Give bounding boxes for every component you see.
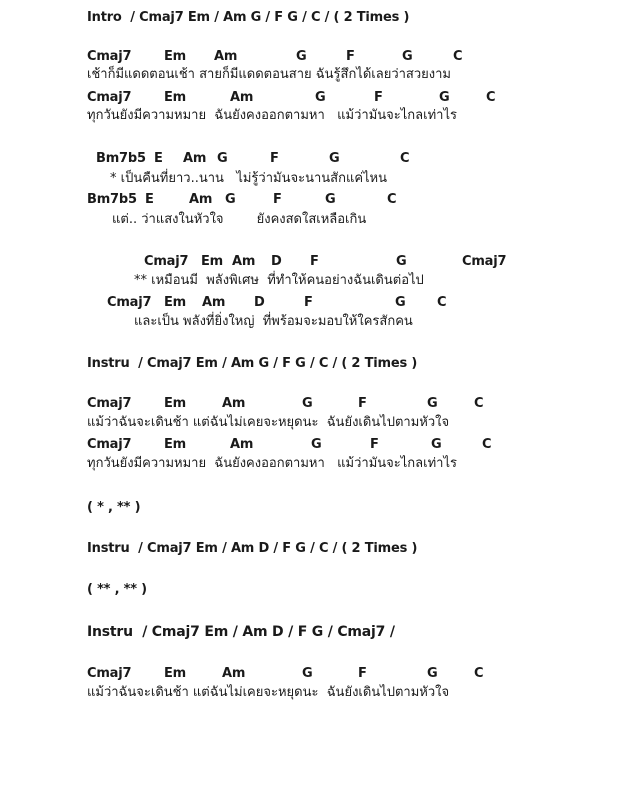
repeat-marker: ( ** , ** )	[87, 582, 147, 597]
chord-line	[87, 49, 587, 65]
chord: Cmaj7	[107, 295, 152, 310]
chord-line	[87, 295, 587, 311]
chord: Am	[222, 666, 246, 681]
chord: Am	[232, 254, 256, 269]
lyric-line: แม้ว่าฉันจะเดินช้า แต่ฉันไม่เคยจะหยุดนะ ฉันยังเดินไปตามหัวใจ	[87, 415, 450, 430]
chord: Cmaj7	[87, 90, 132, 105]
chord: Em	[164, 666, 187, 681]
chord: C	[482, 437, 492, 452]
lyric-line: แต่.. ว่าแสงในหัวใจ ยังคงสดใสเหลือเกิน	[112, 212, 367, 227]
chord: Em	[201, 254, 224, 269]
chord: C	[400, 151, 410, 166]
chord: Cmaj7	[462, 254, 507, 269]
chord: G	[402, 49, 413, 64]
chord: C	[387, 192, 397, 207]
chord: F	[370, 437, 379, 452]
lyric-line: ** เหมือนมี พลังพิเศษ ที่ทำให้คนอย่างฉันเดินต่อไป	[134, 273, 424, 288]
chord: E	[154, 151, 163, 166]
chord: Am	[230, 437, 254, 452]
chord: Em	[164, 437, 187, 452]
chord: G	[427, 396, 438, 411]
chord: G	[311, 437, 322, 452]
chord: G	[315, 90, 326, 105]
chord-line	[87, 666, 587, 682]
chord: G	[325, 192, 336, 207]
chord: G	[296, 49, 307, 64]
instrumental-line: Instru / Cmaj7 Em / Am G / F G / C / ( 2 Times )	[87, 356, 418, 371]
instrumental-line: Instru / Cmaj7 Em / Am D / F G / C / ( 2 Times )	[87, 541, 418, 556]
chord: G	[225, 192, 236, 207]
intro-line: Intro / Cmaj7 Em / Am G / F G / C / ( 2 Times )	[87, 10, 410, 25]
chord: E	[145, 192, 154, 207]
chord: Cmaj7	[87, 396, 132, 411]
chord: Am	[183, 151, 207, 166]
chord: G	[217, 151, 228, 166]
chord: C	[486, 90, 496, 105]
chord: G	[329, 151, 340, 166]
chord: F	[270, 151, 279, 166]
lyric-line: ทุกวันยังมีความหมาย ฉันยังคงออกตามหา แม้ว่ามันจะไกลเท่าไร	[87, 456, 457, 471]
chord-line	[87, 151, 587, 167]
chord: F	[273, 192, 282, 207]
chord: C	[437, 295, 447, 310]
chord-line	[87, 396, 587, 412]
chord: G	[439, 90, 450, 105]
chord-line	[87, 254, 587, 270]
chord: C	[474, 396, 484, 411]
chord: G	[427, 666, 438, 681]
chord: Cmaj7	[87, 437, 132, 452]
chord: Am	[214, 49, 238, 64]
chord: Cmaj7	[87, 49, 132, 64]
repeat-marker: ( * , ** )	[87, 500, 141, 515]
chord: Am	[222, 396, 246, 411]
lyric-line: และเป็น พลังที่ยิ่งใหญ่ ที่พร้อมจะมอบให้ใครสักคน	[134, 314, 413, 329]
chord: G	[302, 666, 313, 681]
lyric-line: ทุกวันยังมีความหมาย ฉันยังคงออกตามหา แม้ว่ามันจะไกลเท่าไร	[87, 108, 457, 123]
chord: Em	[164, 49, 187, 64]
chord: Bm7b5	[87, 192, 137, 207]
chord-line	[87, 437, 587, 453]
chord: C	[474, 666, 484, 681]
chord: F	[374, 90, 383, 105]
chord: F	[310, 254, 319, 269]
chord: D	[254, 295, 265, 310]
chord: Am	[202, 295, 226, 310]
chord: F	[358, 666, 367, 681]
chord: Am	[230, 90, 254, 105]
chord: Am	[189, 192, 213, 207]
lyric-line: แม้ว่าฉันจะเดินช้า แต่ฉันไม่เคยจะหยุดนะ ฉันยังเดินไปตามหัวใจ	[87, 685, 450, 700]
chord: F	[304, 295, 313, 310]
chord: F	[358, 396, 367, 411]
chord-line	[87, 90, 587, 106]
chord: G	[302, 396, 313, 411]
chord: G	[395, 295, 406, 310]
chord: Em	[164, 295, 187, 310]
lyric-line: * เป็นคืนที่ยาว..นาน ไม่รู้ว่ามันจะนานสักแค่ไหน	[110, 171, 388, 186]
chord: G	[431, 437, 442, 452]
chord: Cmaj7	[87, 666, 132, 681]
chord: Em	[164, 396, 187, 411]
chord: Bm7b5	[96, 151, 146, 166]
chord: Cmaj7	[144, 254, 189, 269]
chord: C	[453, 49, 463, 64]
chord: F	[346, 49, 355, 64]
instrumental-line: Instru / Cmaj7 Em / Am D / F G / Cmaj7 /	[87, 624, 395, 640]
chord: D	[271, 254, 282, 269]
chord: G	[396, 254, 407, 269]
chord-line	[87, 192, 587, 208]
chord: Em	[164, 90, 187, 105]
lyric-line: เช้าก็มีแดดตอนเช้า สายก็มีแดดตอนสาย ฉันรู้สึกได้เลยว่าสวยงาม	[87, 67, 451, 82]
